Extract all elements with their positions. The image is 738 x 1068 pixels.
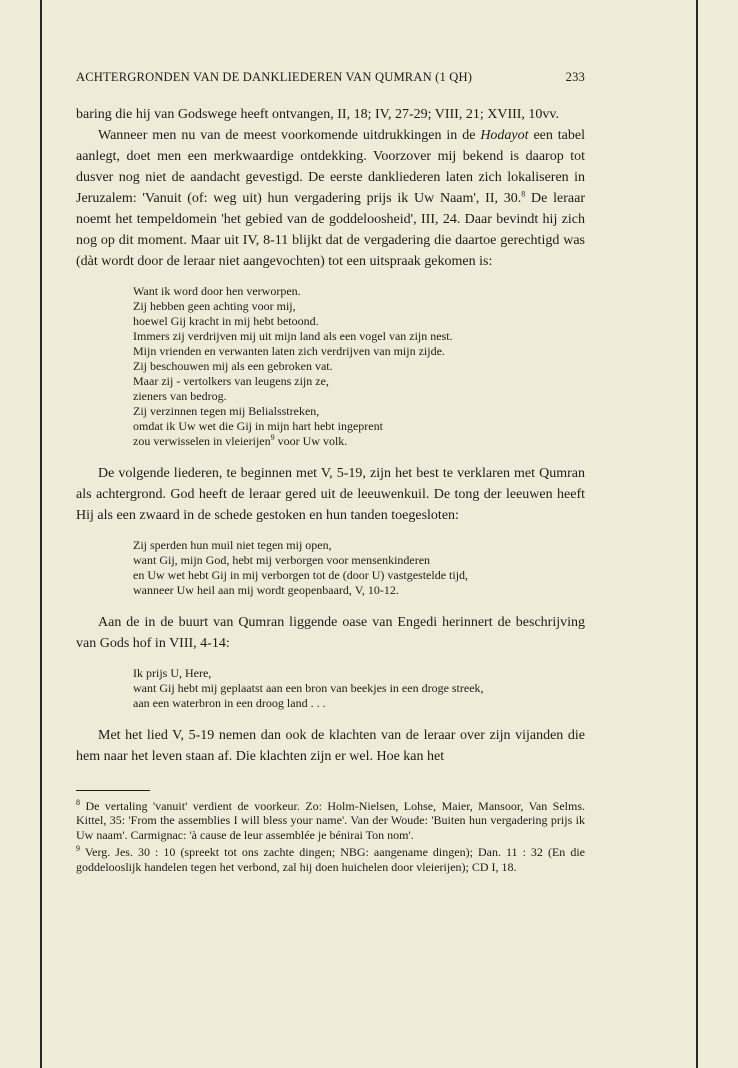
quote-line: aan een waterbron in een droog land . . . (133, 696, 326, 710)
quote-line-text-b: voor Uw volk. (274, 434, 348, 448)
quote-line: Want ik word door hen verworpen. (133, 284, 301, 298)
page-number: 233 (565, 70, 585, 84)
quotation-3 (133, 666, 585, 711)
paragraph-3: De volgende liederen, te beginnen met V, 5-19, zijn het best te verklaren met Qumran als achtergrond. God heeft de leraar gered uit de leeuwenkuil. De tong der leeuwen heeft Hij als een zwaard in de schede gestoken en hun tanden toegesloten: (76, 466, 585, 523)
quote-line: Zij verzinnen tegen mij Belialsstreken, (133, 404, 320, 418)
footnote-8 (76, 799, 585, 842)
page-edge-left (40, 0, 42, 1068)
quotation-2 (133, 538, 585, 598)
running-head (76, 70, 585, 92)
quotation-1 (133, 284, 585, 449)
paragraph-2 (76, 125, 585, 272)
footnote-ref-8: 8 (521, 189, 526, 199)
page-edge-right (696, 0, 698, 1068)
quote-line: Ik prijs U, Here, (133, 666, 212, 680)
quote-line: zieners van bedrog. (133, 389, 227, 403)
paragraph-2-italic-title: Hodayot (480, 128, 529, 143)
quote-line: Mijn vrienden en verwanten laten zich verdrijven van mijn zijde. (133, 344, 445, 358)
paragraph-1: baring die hij van Godswege heeft ontvangen, II, 18; IV, 27-29; VIII, 21; XVIII, 10vv. (76, 107, 560, 122)
quote-line: hoewel Gij kracht in mij hebt betoond. (133, 314, 319, 328)
quote-line: wanneer Uw heil aan mij wordt geopenbaard, V, 10-12. (133, 583, 399, 597)
quote-line: want Gij, mijn God, hebt mij verborgen voor mensenkinderen (133, 553, 431, 567)
quote-line: Zij sperden hun muil niet tegen mij open, (133, 538, 332, 552)
page-content (76, 70, 585, 877)
quote-line: Zij beschouwen mij als een gebroken vat. (133, 359, 333, 373)
running-head-title: ACHTERGRONDEN VAN DE DANKLIEDEREN VAN QUMRAN (1 QH) (76, 70, 473, 84)
footnote-mark: 9 (76, 844, 80, 854)
footnote-text: De vertaling 'vanuit' verdient de voorkeur. Zo: Holm-Nielsen, Lohse, Maier, Mansoor, Van Selms. Kittel, 35: 'From the assemblies I will bless your name'. Van der Woude: 'Buiten hun vergadering prijs ik Uw naam'. Carmignac: 'à cause de leur assemblée je bénirai Ton nom'. (76, 799, 586, 842)
paragraph-4: Aan de in de buurt van Qumran liggende oase van Engedi herinnert de beschrijving van Gods hof in VIII, 4-14: (76, 615, 585, 651)
footnote-9 (76, 845, 585, 874)
paragraph-2-text-b: een tabel aanlegt, doet men een merkwaardige ontdekking. Voorzover mij bekend is daarop tot dusver nog niet de aandacht gevestigd. De eerste dankliederen laten zich lokaliseren in Jeruzalem: 'Vanuit (of: weg uit) hun vergadering prijs ik Uw Naam', II, 30. (76, 128, 585, 206)
footnote-text: Verg. Jes. 30 : 10 (spreekt tot ons zachte dingen; NBG: aangename dingen); Dan. 11 : 32 (En die goddelooslijk handelen tegen het verbond, zal hij doen huichelen door vleierijen); CD I, 18. (76, 845, 585, 874)
paragraph-2-text-a: Wanneer men nu van de meest voorkomende uitdrukkingen in de (98, 128, 481, 143)
quote-line (133, 434, 585, 449)
paragraph-5: Met het lied V, 5-19 nemen dan ook de klachten van de leraar over zijn vijanden die hem naar het leven staan af. Die klachten zijn er wel. Hoe kan het (76, 728, 585, 764)
quote-line: Zij hebben geen achting voor mij, (133, 299, 296, 313)
quote-line-text-a: zou verwisselen in vleierijen (133, 434, 271, 448)
quote-line: omdat ik Uw wet die Gij in mijn hart hebt ingeprent (133, 419, 383, 433)
footnote-ref-9: 9 (270, 433, 275, 442)
footnote-mark: 8 (76, 798, 80, 807)
quote-line: Immers zij verdrijven mij uit mijn land als een vogel van zijn nest. (133, 329, 453, 343)
quote-line: Maar zij - vertolkers van leugens zijn ze, (133, 374, 329, 388)
quote-line: want Gij hebt mij geplaatst aan een bron van beekjes in een droge streek, (133, 681, 484, 695)
quote-line: en Uw wet hebt Gij in mij verborgen tot de (door U) vastgestelde tijd, (133, 568, 469, 582)
footnote-divider (76, 790, 150, 791)
paragraph-2-text-c: De leraar noemt het tempeldomein 'het gebied van de goddeloosheid', III, 24. Daar bevindt hij zich nog op dit moment. Maar uit IV, 8-11 blijkt dat de vergadering die daartoe gerechtigd was (dàt wordt door de leraar niet aangevochten) tot een uitspraak gekomen is: (76, 191, 585, 269)
